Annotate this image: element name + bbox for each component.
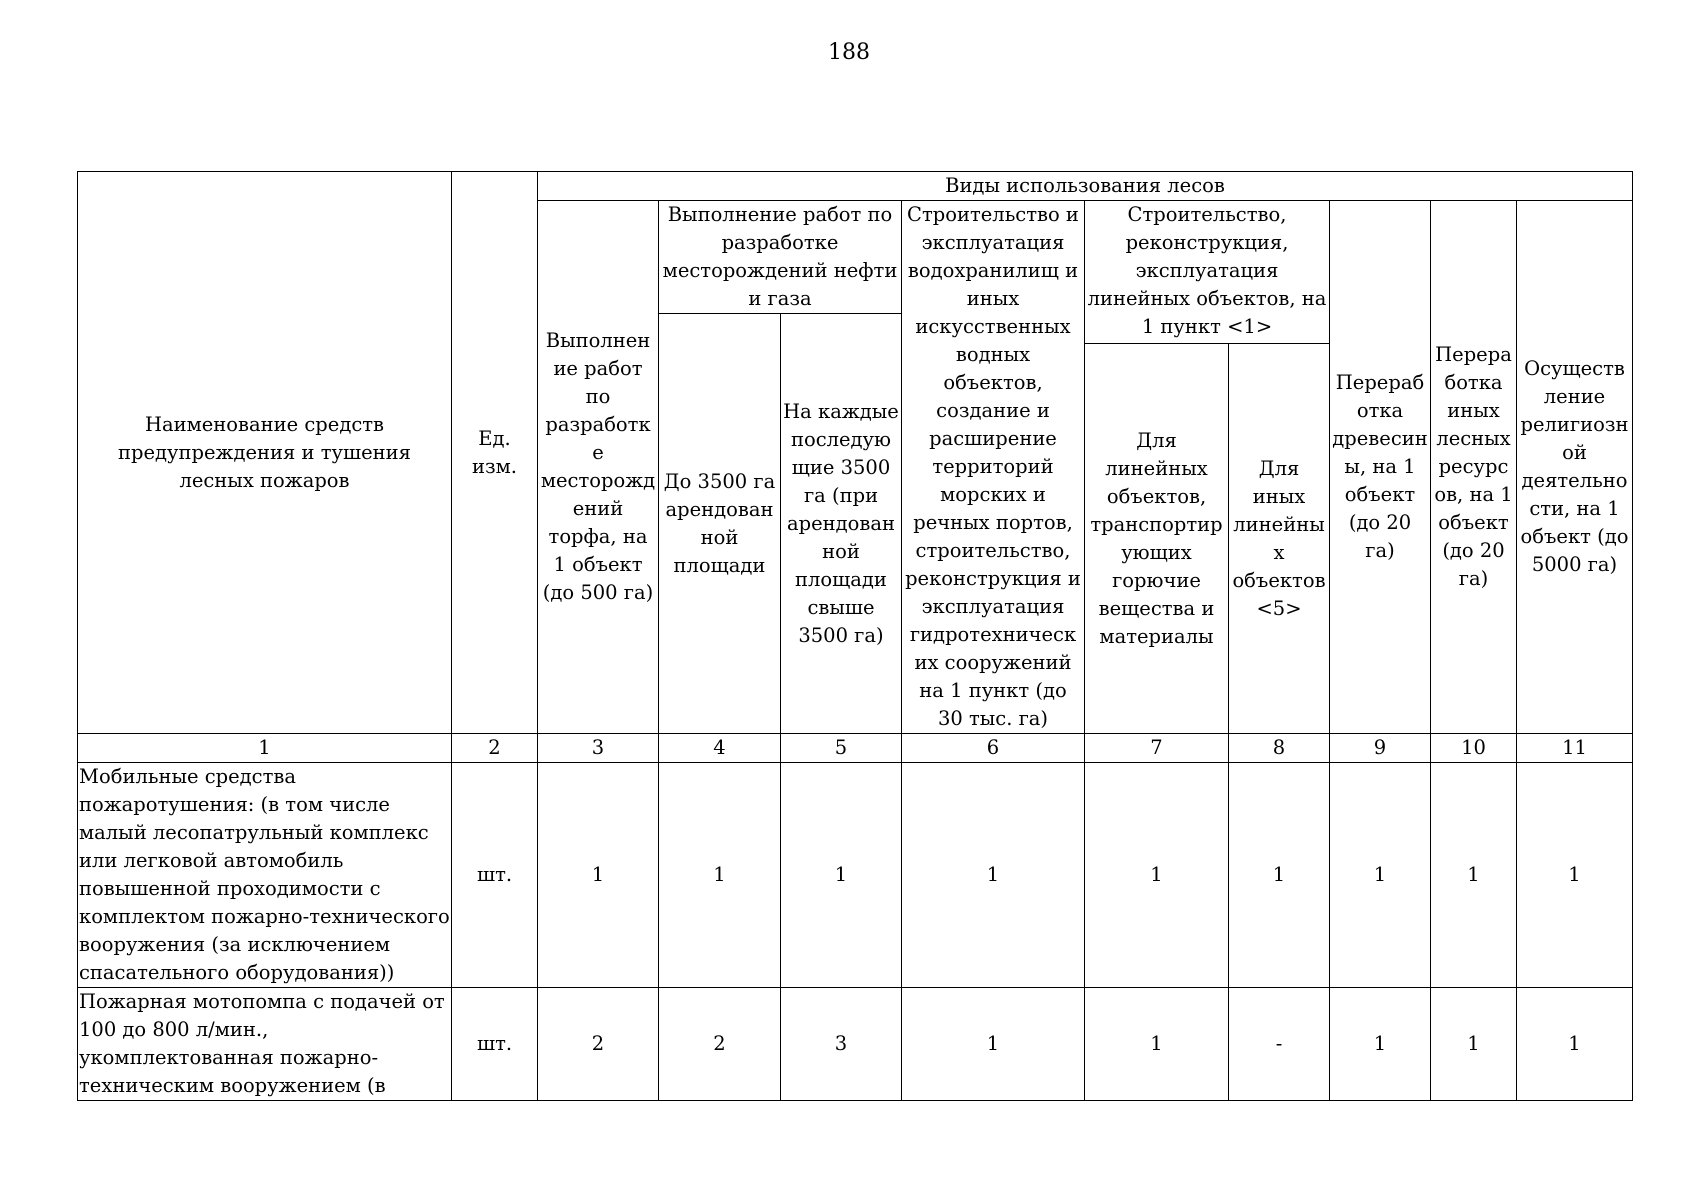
header-linear-group: Строительство, реконструкция, эксплуатация линейных объектов, на 1 пункт <1> — [1085, 201, 1330, 344]
row-item-name: Пожарная мотопомпа с подачей от 100 до 800 л/мин., укомплектованная пожарно-техническим вооружением (в — [79, 990, 445, 1097]
header-unit-cell: Ед. изм. — [452, 172, 538, 734]
row-value: 1 — [538, 763, 659, 988]
column-number: 8 — [1229, 734, 1330, 763]
row-value: 1 — [659, 763, 781, 988]
header-name-cell: Наименование средств предупреждения и тушения лесных пожаров — [78, 172, 452, 734]
row-value: 1 — [1431, 988, 1517, 1101]
row-value: 1 — [1229, 763, 1330, 988]
row-value: 2 — [659, 988, 781, 1101]
header-oil-gas-group: Выполнение работ по разработке месторождений нефти и газа — [659, 201, 902, 314]
header-col7-flammable-linear: Для линейных объектов, транспортирующих горючие вещества и материалы — [1085, 344, 1229, 734]
header-col9-wood-processing: Переработка древесины, на 1 объект (до 20 га) — [1330, 201, 1431, 734]
row-value: 1 — [902, 988, 1085, 1101]
column-number: 9 — [1330, 734, 1431, 763]
row-value: 1 — [1330, 988, 1431, 1101]
header-col3-peat: Выполнение работ по разработке месторождений торфа, на 1 объект (до 500 га) — [538, 201, 659, 734]
column-number: 7 — [1085, 734, 1229, 763]
header-col4-up-to-3500: До 3500 га арендованной площади — [659, 314, 781, 734]
row-value: 2 — [538, 988, 659, 1101]
page-number: 188 — [828, 40, 870, 65]
row-unit: шт. — [452, 988, 538, 1101]
row-value: 1 — [1517, 988, 1633, 1101]
row-value: 1 — [1085, 763, 1229, 988]
row-unit: шт. — [452, 763, 538, 988]
column-number: 5 — [781, 734, 902, 763]
row-value: 1 — [1330, 763, 1431, 988]
row-value: 3 — [781, 988, 902, 1101]
row-value: 1 — [1517, 763, 1633, 988]
row-value: - — [1229, 988, 1330, 1101]
header-forest-use-types: Виды использования лесов — [538, 172, 1633, 201]
column-number: 3 — [538, 734, 659, 763]
column-number: 4 — [659, 734, 781, 763]
column-number: 2 — [452, 734, 538, 763]
column-numbers-row — [78, 734, 1633, 763]
header-col10-other-resources: Переработка иных лесных ресурсов, на 1 объект (до 20 га) — [1431, 201, 1517, 734]
header-col8-other-linear: Для иных линейных объектов <5> — [1229, 344, 1330, 734]
header-col5-each-next-3500: На каждые последующие 3500 га (при арендованной площади свыше 3500 га) — [781, 314, 902, 734]
column-number: 1 — [78, 734, 452, 763]
row-value: 1 — [902, 763, 1085, 988]
column-number: 6 — [902, 734, 1085, 763]
header-col11-religious: Осуществление религиозной деятельности, на 1 объект (до 5000 га) — [1517, 201, 1633, 734]
row-value: 1 — [1085, 988, 1229, 1101]
row-value: 1 — [1431, 763, 1517, 988]
header-col6-reservoirs: Строительство и эксплуатация водохранилищ и иных искусственных водных объектов, создание и расширение территорий морских и речных портов, строительство, реконструкция и эксплуатация гидротехнических сооружений на 1 пункт (до 30 тыс. га) — [902, 201, 1085, 734]
table-row — [78, 988, 1633, 1101]
row-item-name-cell — [78, 988, 452, 1101]
column-number: 11 — [1517, 734, 1633, 763]
column-number: 10 — [1431, 734, 1517, 763]
table-row — [78, 763, 1633, 988]
row-item-name: Мобильные средства пожаротушения: (в том числе малый лесопатрульный комплекс или легковой автомобиль повышенной проходимости с комплектом пожарно-технического вооружения (за исключением спасательного оборудования)) — [78, 763, 452, 988]
forest-fire-equipment-table — [77, 171, 1633, 1101]
row-value: 1 — [781, 763, 902, 988]
